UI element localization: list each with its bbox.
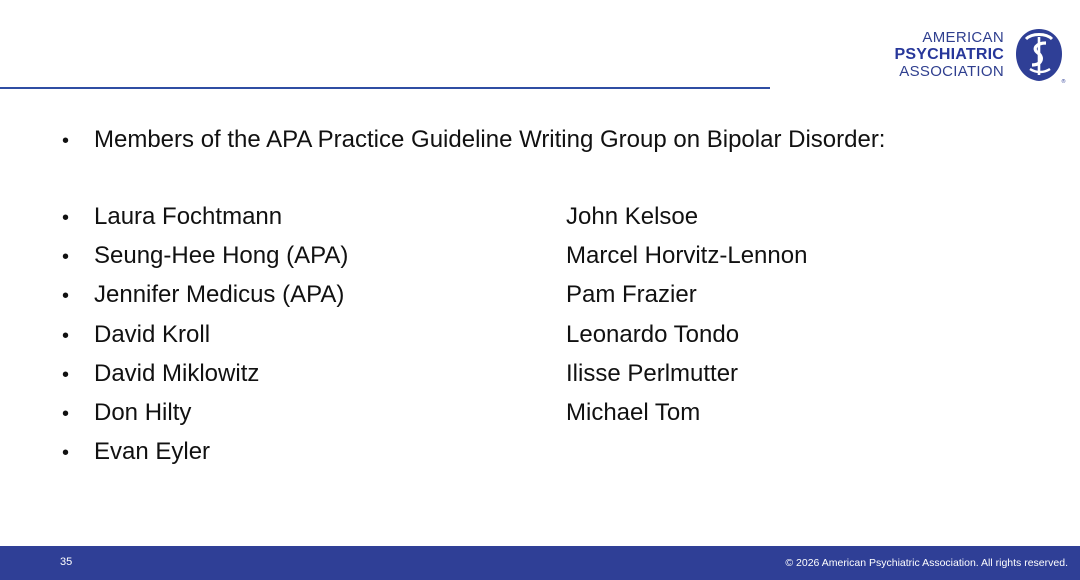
member-name: David Miklowitz <box>94 359 260 387</box>
page-number: 35 <box>60 556 73 568</box>
list-item <box>62 242 348 281</box>
bullet-marker: • <box>62 402 70 425</box>
list-item <box>62 399 348 438</box>
bullet-marker: • <box>62 130 70 152</box>
member-name: John Kelsoe <box>566 203 699 230</box>
list-item <box>62 360 348 399</box>
member-name: Don Hilty <box>94 398 192 426</box>
list-item <box>62 438 348 477</box>
list-item <box>62 203 348 242</box>
member-name: Evan Eyler <box>94 438 211 466</box>
member-name: Seung-Hee Hong (APA) <box>94 242 349 270</box>
list-item <box>62 321 348 360</box>
list-item <box>62 281 348 320</box>
bullet-marker: • <box>62 442 70 465</box>
member-name: Laura Fochtmann <box>94 203 283 230</box>
member-name: Leonardo Tondo <box>566 320 740 348</box>
member-name: Marcel Horvitz-Lennon <box>566 242 808 270</box>
logo-line-american: AMERICAN <box>922 29 1004 47</box>
logo-wordmark <box>895 30 1004 80</box>
member-name: Jennifer Medicus (APA) <box>94 281 345 309</box>
members-left-column <box>62 203 348 477</box>
bullet-marker: • <box>62 285 70 308</box>
apa-logo <box>895 24 1066 86</box>
member-name: Pam Frazier <box>566 281 697 309</box>
logo-line-psychiatric: PSYCHIATRIC <box>894 46 1004 64</box>
bullet-marker: • <box>62 246 70 269</box>
member-name: Michael Tom <box>566 398 701 426</box>
members-right-column <box>566 203 807 438</box>
copyright-notice: © 2026 American Psychiatric Association. All rights reserved. <box>785 557 1068 569</box>
footer-bar <box>0 546 1080 580</box>
bullet-marker: • <box>62 324 70 347</box>
intro-bullet <box>62 126 1022 154</box>
bullet-marker: • <box>62 207 70 229</box>
member-name: David Kroll <box>94 320 211 348</box>
bullet-marker: • <box>62 363 70 386</box>
logo-line-association: ASSOCIATION <box>899 62 1004 80</box>
intro-text: Members of the APA Practice Guideline Writing Group on Bipolar Disorder: <box>94 126 886 153</box>
svg-text:®: ® <box>1061 79 1066 85</box>
apa-seal-icon <box>1012 25 1066 85</box>
header-rule <box>0 87 770 89</box>
member-name: Ilisse Perlmutter <box>566 359 739 387</box>
